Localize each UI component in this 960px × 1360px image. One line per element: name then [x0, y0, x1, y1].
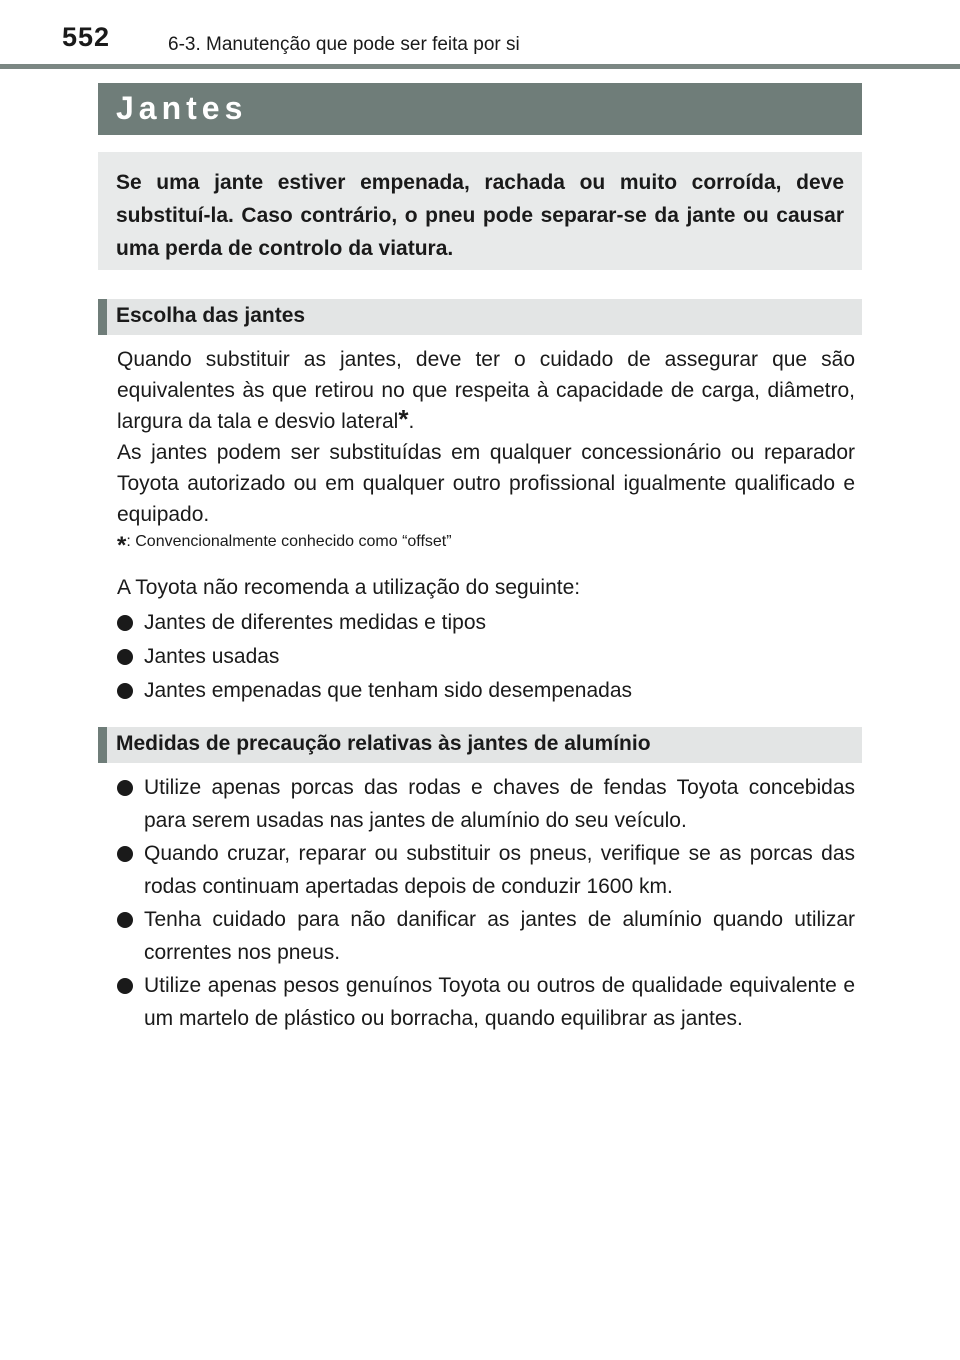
section-heading-label: Medidas de precaução relativas às jantes de alumínio [116, 732, 651, 755]
bullet-icon [117, 912, 133, 928]
section-heading-precautions [98, 727, 862, 763]
list-item: Jantes empenadas que tenham sido desempenadas [117, 674, 855, 707]
title-bar [98, 83, 862, 135]
list-item: Jantes usadas [117, 640, 855, 673]
page-title: Jantes [116, 90, 248, 126]
running-header: 6-3. Manutenção que pode ser feita por si [168, 34, 520, 55]
bullet-icon [117, 683, 133, 699]
section-heading-choice [98, 299, 862, 335]
choice-paragraph-2: As jantes podem ser substituídas em qualquer concessionário ou reparador Toyota autorizado ou em qualquer outro profissional igualmente qualificado e equipado. [117, 441, 855, 526]
asterisk-mark: * [398, 404, 409, 434]
choice-paragraph-1: Quando substituir as jantes, deve ter o cuidado de assegurar que são equivalentes às que retirou no que respeita à capacidade de carga, diâmetro, largura da tala e desvio lateral*. [117, 348, 855, 434]
footnote: *: Convencionalmente conhecido como “offset” [117, 532, 452, 559]
list-item: Tenha cuidado para não danificar as jantes de alumínio quando utilizar correntes nos pneus. [117, 903, 855, 969]
section-heading-label: Escolha das jantes [116, 304, 306, 327]
list-item: Quando cruzar, reparar ou substituir os pneus, verifique se as porcas das rodas continuam apertadas depois de conduzir 1600 km. [117, 837, 855, 903]
list-item: Jantes de diferentes medidas e tipos [117, 606, 855, 639]
intro-text: Se uma jante estiver empenada, rachada ou muito corroída, deve substituí-la. Caso contrário, o pneu pode separar-se da jante ou causar uma perda de controlo da viatura. [116, 171, 844, 260]
bullet-icon [117, 978, 133, 994]
page-number: 552 [62, 22, 111, 52]
choice-body [117, 344, 855, 530]
list-item: Utilize apenas pesos genuínos Toyota ou outros de qualidade equivalente e um martelo de plástico ou borracha, quando equilibrar as jantes. [117, 969, 855, 1035]
not-recommended-intro: A Toyota não recomenda a utilização do seguinte: [117, 576, 581, 599]
bullet-icon [117, 846, 133, 862]
list-item: Utilize apenas porcas das rodas e chaves de fendas Toyota concebidas para serem usadas nas jantes de alumínio do seu veículo. [117, 771, 855, 837]
bullet-icon [117, 615, 133, 631]
bullet-icon [117, 649, 133, 665]
header-rule [0, 64, 960, 69]
footnote-asterisk: * [117, 532, 127, 559]
intro-box [98, 152, 862, 270]
bullet-icon [117, 780, 133, 796]
